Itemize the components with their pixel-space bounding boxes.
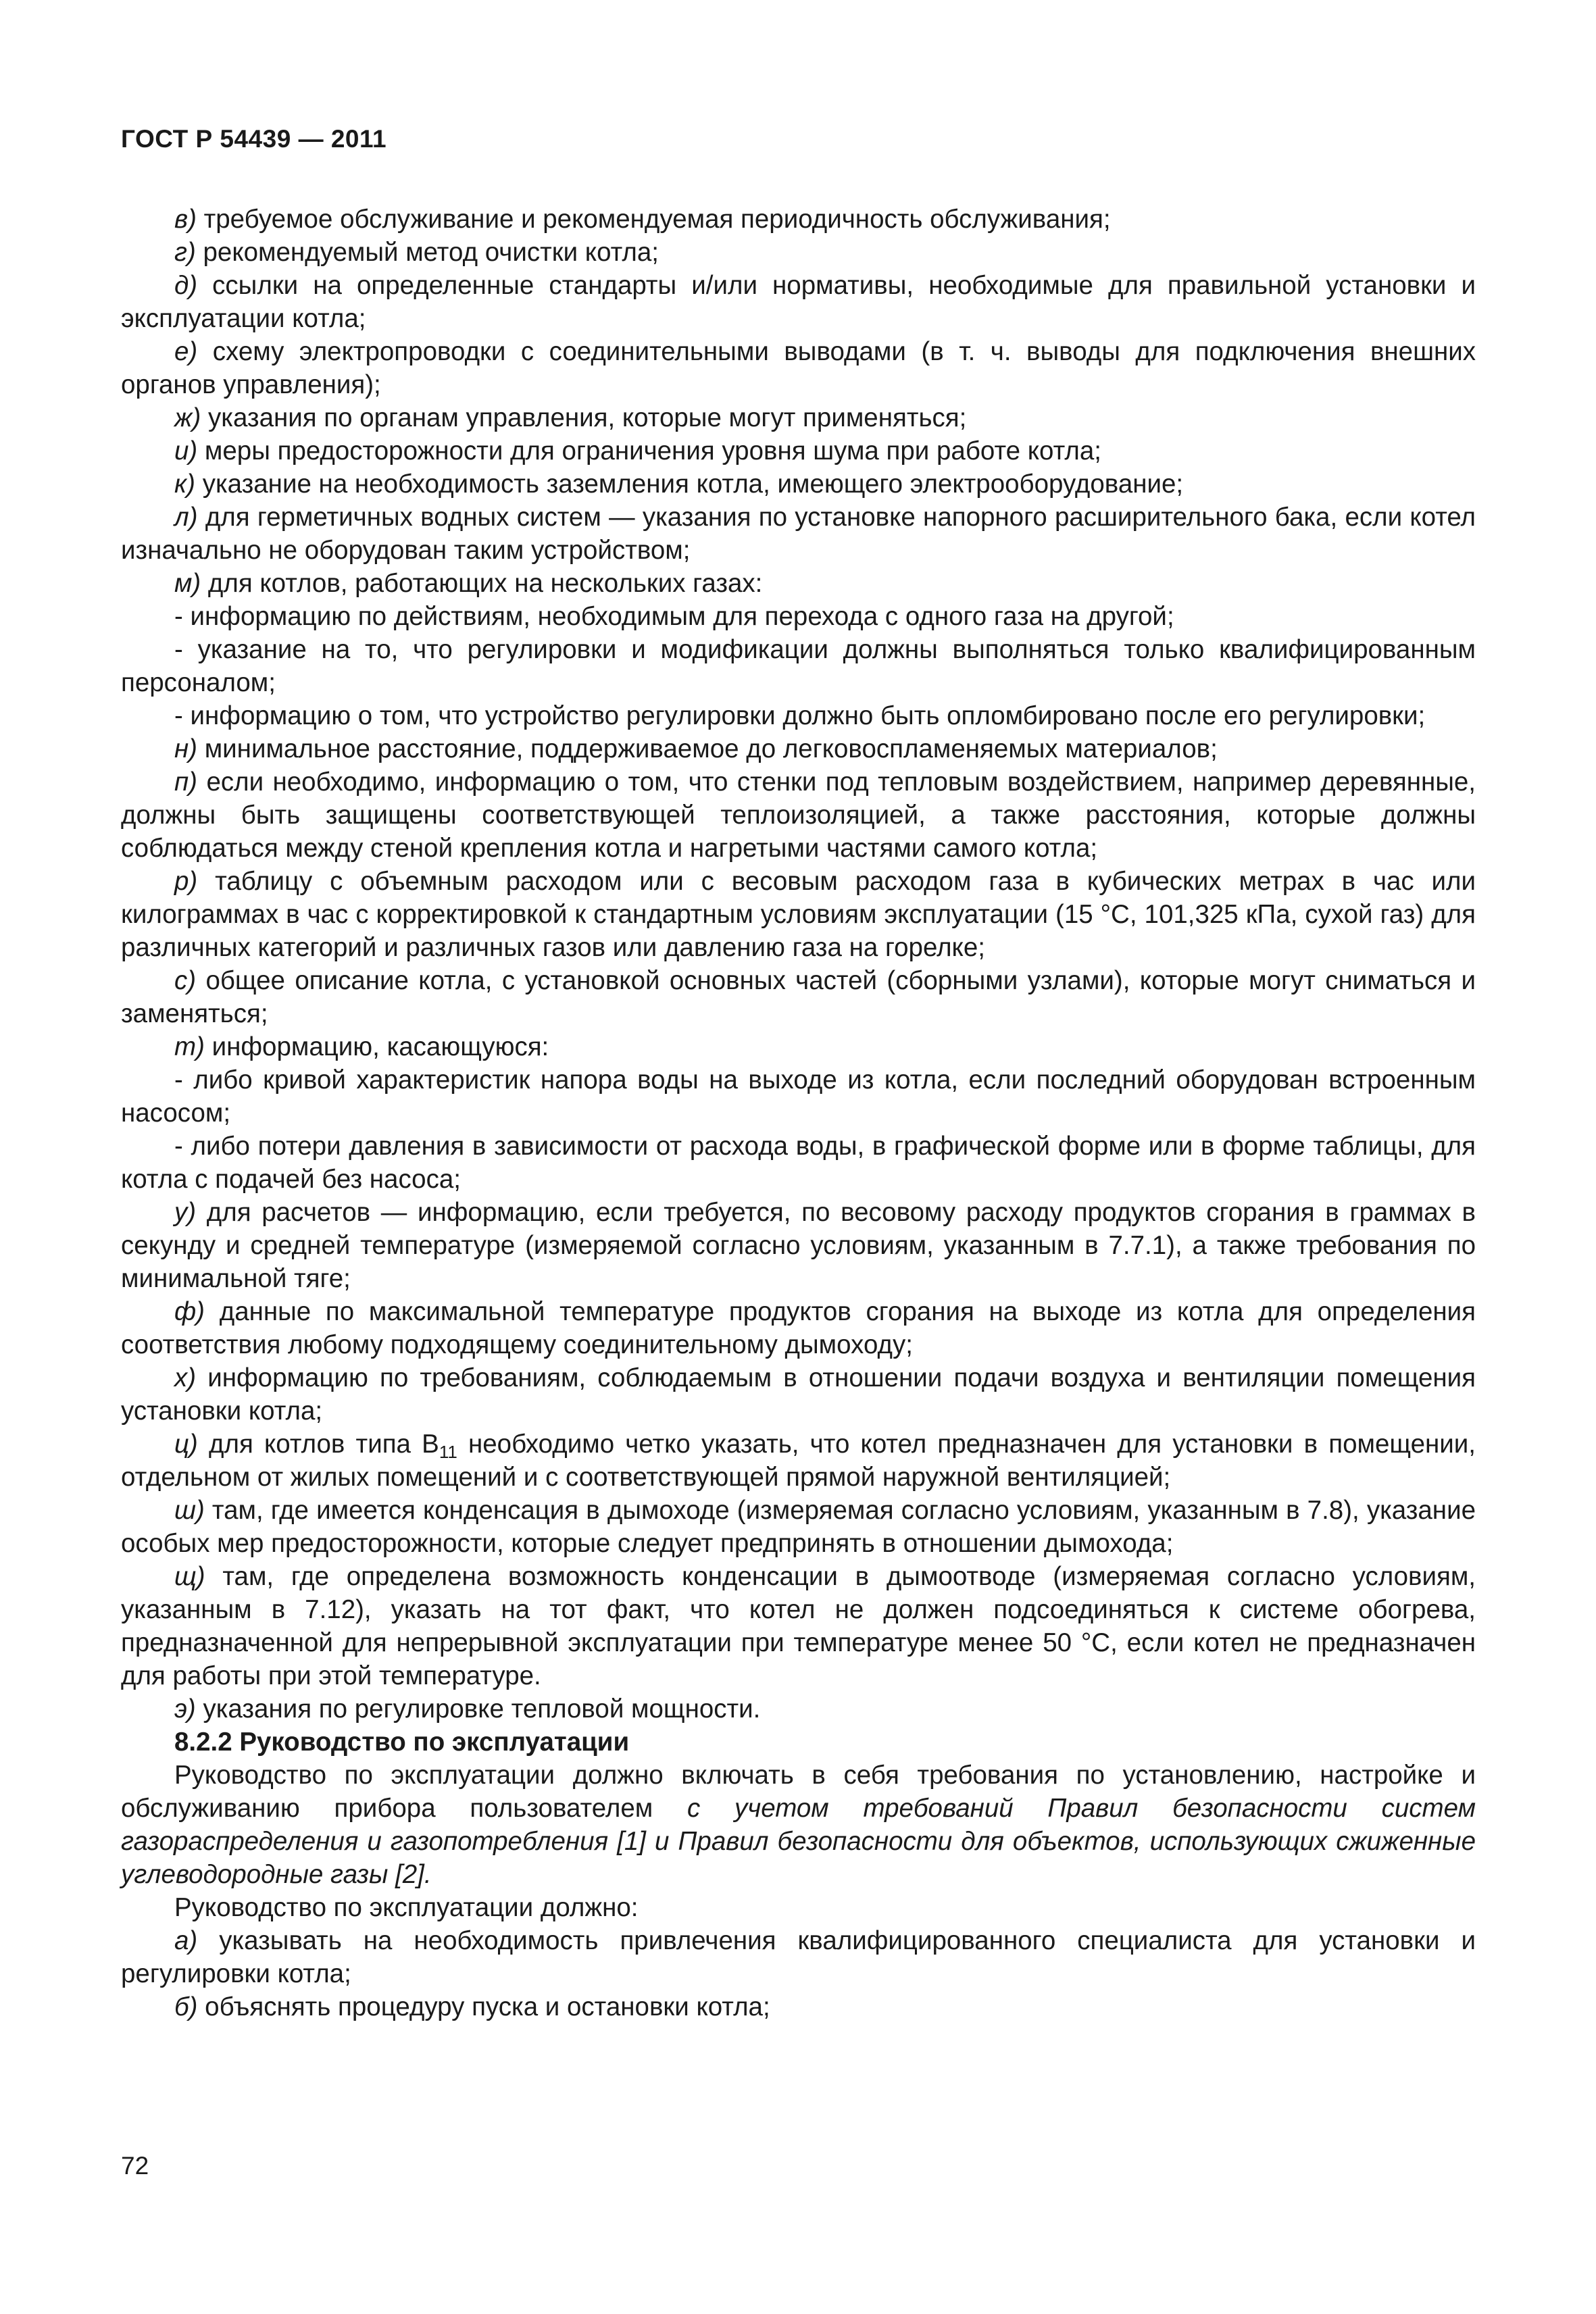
item-label: к) [174,470,195,499]
item-text: - либо кривой характеристик напора воды на выходе из котла, если последний оборудован встроенным насосом; [121,1065,1476,1128]
item-text: минимальное расстояние, поддерживаемое до легковоспламеняемых материалов; [197,734,1218,763]
item-text: - информацию о том, что устройство регулировки должно быть опломбировано после его регулировки; [174,701,1426,730]
list-item [121,1924,1476,1990]
list-item: ц) для котлов типа $В_{11}$ необходимо четко указать, что котел предназначен для установки в помещении, отдельном от жилых помещений и с соответствующей прямой наружной вентиляцией; [121,1430,1476,1492]
item-label: б) [174,1992,198,2021]
list-item [121,1030,1476,1063]
list-item [121,600,1476,633]
item-label: р) [174,867,198,896]
item-label: л) [174,503,198,532]
document-header: ГОСТ Р 54439 — 2011 [121,125,387,153]
section-lead: Руководство по эксплуатации должно: [174,1893,639,1922]
item-label: а) [174,1926,198,1955]
list-item [121,468,1476,501]
item-text: рекомендуемый метод очистки котла; [195,238,659,267]
item-label: с) [174,966,197,995]
page-number: 72 [121,2152,149,2180]
list-item [121,203,1476,236]
manual-requirements-list [121,1924,1476,2023]
item-text: меры предосторожности для ограничения уровня шума при работе котла; [197,436,1101,466]
item-text: если необходимо, информацию о том, что стенки под тепловым воздействием, например деревянные, должны быть защищены соответствующей теплоизоляцией, а также расстояния, которые должны соблюдаться между стеной крепления котла и нагретыми частями самого котла; [121,768,1476,863]
item-text: для котлов, работающих на нескольких газах: [201,569,763,598]
list-item [121,401,1476,434]
item-label: в) [174,205,197,234]
item-text: таблицу с объемным расходом или с весовым расходом газа в кубических метрах в час или килограммах в час с корректировкой к стандартным условиям эксплуатации (15 °С, 101,325 кПа, сухой газ) для различных категорий и различных газов или давлению газа на горелке; [121,867,1476,962]
list-item [121,1494,1476,1560]
item-label: х) [174,1363,197,1392]
item-text: данные по максимальной температуре продуктов сгорания на выходе из котла для определения соответствия любому подходящему соединительному дымоходу; [121,1297,1476,1359]
list-item [121,1196,1476,1295]
item-label: п) [174,768,198,797]
list-item [121,1130,1476,1196]
item-text: - либо потери давления в зависимости от расхода воды, в графической форме или в форме таблицы, для котла с подачей без насоса; [121,1132,1476,1194]
item-label: д) [174,271,198,300]
item-text: указание на необходимость заземления котла, имеющего электрооборудование; [195,470,1184,499]
item-label: ж) [174,403,201,432]
list-item [121,236,1476,269]
section-heading: 8.2.2 Руководство по эксплуатации [174,1728,630,1757]
list-item [121,865,1476,964]
list-item [121,633,1476,699]
list-item [121,1692,1476,1726]
item-label: ш) [174,1496,205,1525]
item-text: указывать на необходимость привлечения квалифицированного специалиста для установки и регулировки котла; [121,1926,1476,1988]
list-item [121,964,1476,1030]
list-item [121,1295,1476,1361]
item-label: щ) [174,1562,205,1591]
list-item [121,269,1476,335]
item-text: там, где определена возможность конденсации в дымоотводе (измеряемая согласно условиям, указанным в 7.12), указать на тот факт, что котел не должен подсоединяться к системе обогрева, предназначенной для непрерывной эксплуатации при температуре менее 50 °С, если котел не предназначен для работы при этой температуре. [121,1562,1476,1690]
item-label: э) [174,1694,196,1724]
list-item [121,765,1476,865]
item-label: н) [174,734,198,763]
section-intro: Руководство по эксплуатации должно включать в себя требования по установлению, настройке и обслуживанию прибора пользователем с учетом требований Правил безопасности систем газораспределения и газопотребления [1] и Правил безопасности для объектов, использующих сжиженные углеводородные газы [2]. [121,1761,1476,1889]
item-text: указания по регулировке тепловой мощности. [195,1694,761,1724]
item-label: м) [174,569,201,598]
requirements-list-continued [121,1494,1476,1726]
document-body [121,203,1476,2023]
item-label: ф) [174,1297,205,1326]
list-item [121,1361,1476,1428]
item-text: схему электропроводки с соединительными выводами (в т. ч. выводы для подключения внешних органов управления); [121,337,1476,399]
item-text: - указание на то, что регулировки и модификации должны выполняться только квалифицированным персоналом; [121,635,1476,697]
item-text: там, где имеется конденсация в дымоходе (измеряемая согласно условиям, указанным в 7.8), указание особых мер предосторожности, которые следует предпринять в отношении дымохода; [121,1496,1476,1558]
item-text: информацию по требованиям, соблюдаемым в отношении подачи воздуха и вентиляции помещения установки котла; [121,1363,1476,1426]
item-label: е) [174,337,198,366]
list-item [121,1063,1476,1130]
item-text: ссылки на определенные стандарты и/или нормативы, необходимые для правильной установки и эксплуатации котла; [121,271,1476,333]
list-item [121,732,1476,765]
item-label: ц) [174,1430,198,1459]
item-text: объяснять процедуру пуска и остановки котла; [197,1992,770,2021]
list-item [121,434,1476,468]
list-item [121,1560,1476,1692]
list-item [121,335,1476,401]
item-label: у) [174,1198,197,1227]
item-text: указания по органам управления, которые могут применяться; [201,403,967,432]
item-label: т) [174,1032,205,1061]
subscript: 11 [439,1442,457,1462]
item-text: информацию, касающуюся: [204,1032,549,1061]
item-text: общее описание котла, с установкой основных частей (сборными узлами), которые могут сниматься и заменяться; [121,966,1476,1028]
item-text: для расчетов — информацию, если требуется, по весовому расходу продуктов сгорания в граммах в секунду и средней температуре (измеряемой согласно условиям, указанным в 7.7.1), а также требования по минимальной тяге; [121,1198,1476,1293]
list-item [121,567,1476,600]
list-item [121,699,1476,732]
item-text: для герметичных водных систем — указания по установке напорного расширительного бака, если котел изначально не оборудован таким устройством; [121,503,1476,565]
requirements-list [121,203,1476,1428]
item-label: г) [174,238,196,267]
list-item [121,1990,1476,2023]
list-item [121,501,1476,567]
item-text: - информацию по действиям, необходимым для перехода с одного газа на другой; [174,602,1174,631]
item-text: требуемое обслуживание и рекомендуемая периодичность обслуживания; [196,205,1111,234]
item-label: и) [174,436,198,466]
